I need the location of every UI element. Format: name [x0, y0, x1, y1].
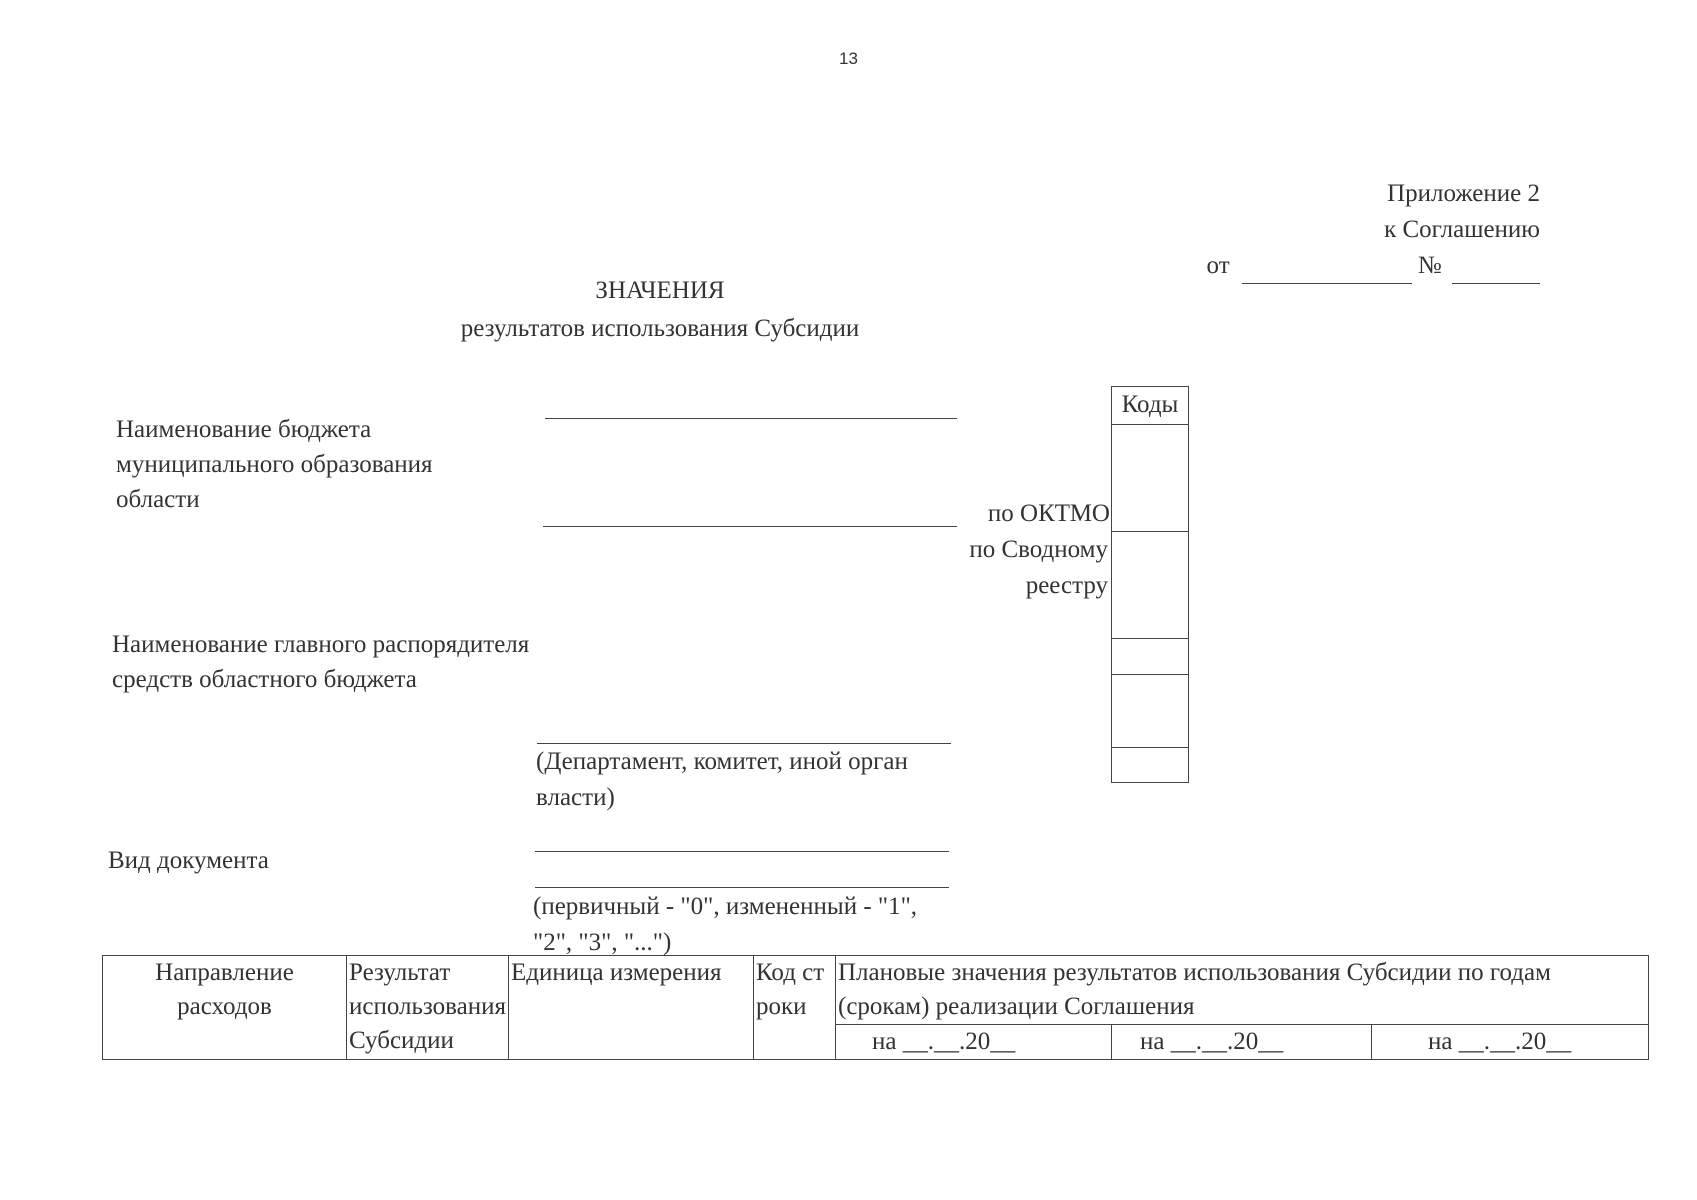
main-manager-note: (Департамент, комитет, иной орган власти) [536, 748, 908, 811]
code-cell-5[interactable] [1112, 748, 1188, 781]
registry-code-cell[interactable] [1112, 532, 1188, 639]
doc-type-note: (первичный - "0", измененный - "1", "2", "3", "...") [533, 893, 918, 956]
codes-header: Коды [1112, 387, 1188, 425]
oktmo-label: по ОКТМО [987, 500, 1110, 527]
page-number: 13 [839, 49, 858, 68]
code-cell-3[interactable] [1112, 639, 1188, 675]
col-direction-header: Направление расходов [103, 956, 347, 1060]
appendix-line1: Приложение 2 [1387, 180, 1540, 207]
from-label: от [1206, 252, 1230, 279]
results-table [102, 955, 1649, 1060]
doc-type-label: Вид документа [108, 847, 269, 874]
document-title [360, 272, 960, 348]
number-blank[interactable] [1452, 257, 1540, 284]
doc-type-line2[interactable] [535, 887, 949, 888]
title-line2: результатов использования Субсидии [460, 315, 860, 342]
period-2-header: на __.__.20__ [1112, 1025, 1372, 1060]
col-result-header: Результат использования Субсидии [347, 956, 509, 1060]
date-blank[interactable] [1242, 257, 1412, 284]
budget-name-label: Наименование бюджета муниципального образования области [116, 416, 433, 513]
oktmo-code-cell[interactable] [1112, 425, 1188, 532]
col-plan-header: Плановые значения результатов использования Субсидии по годам (срокам) реализации Соглашения [836, 956, 1649, 1025]
doc-type-line1[interactable] [535, 851, 949, 852]
registry-label: по Сводному реестру [969, 536, 1108, 599]
period-1-header: на __.__.20__ [836, 1025, 1112, 1060]
budget-name-line2[interactable] [543, 526, 957, 527]
number-label: № [1417, 252, 1442, 279]
codes-box [1111, 386, 1189, 783]
main-manager-label: Наименование главного распорядителя средств областного бюджета [112, 631, 530, 693]
agreement-date-number [1207, 248, 1540, 284]
period-3-header: на __.__.20__ [1372, 1025, 1649, 1060]
budget-name-line1[interactable] [545, 418, 957, 419]
col-unit-header: Единица измерения [509, 956, 754, 1060]
col-code-header: Код строки [754, 956, 836, 1060]
code-cell-4[interactable] [1112, 675, 1188, 748]
title-line1: ЗНАЧЕНИЯ [595, 277, 725, 304]
appendix-line2: к Соглашению [1384, 216, 1540, 243]
appendix-block [1207, 176, 1540, 284]
